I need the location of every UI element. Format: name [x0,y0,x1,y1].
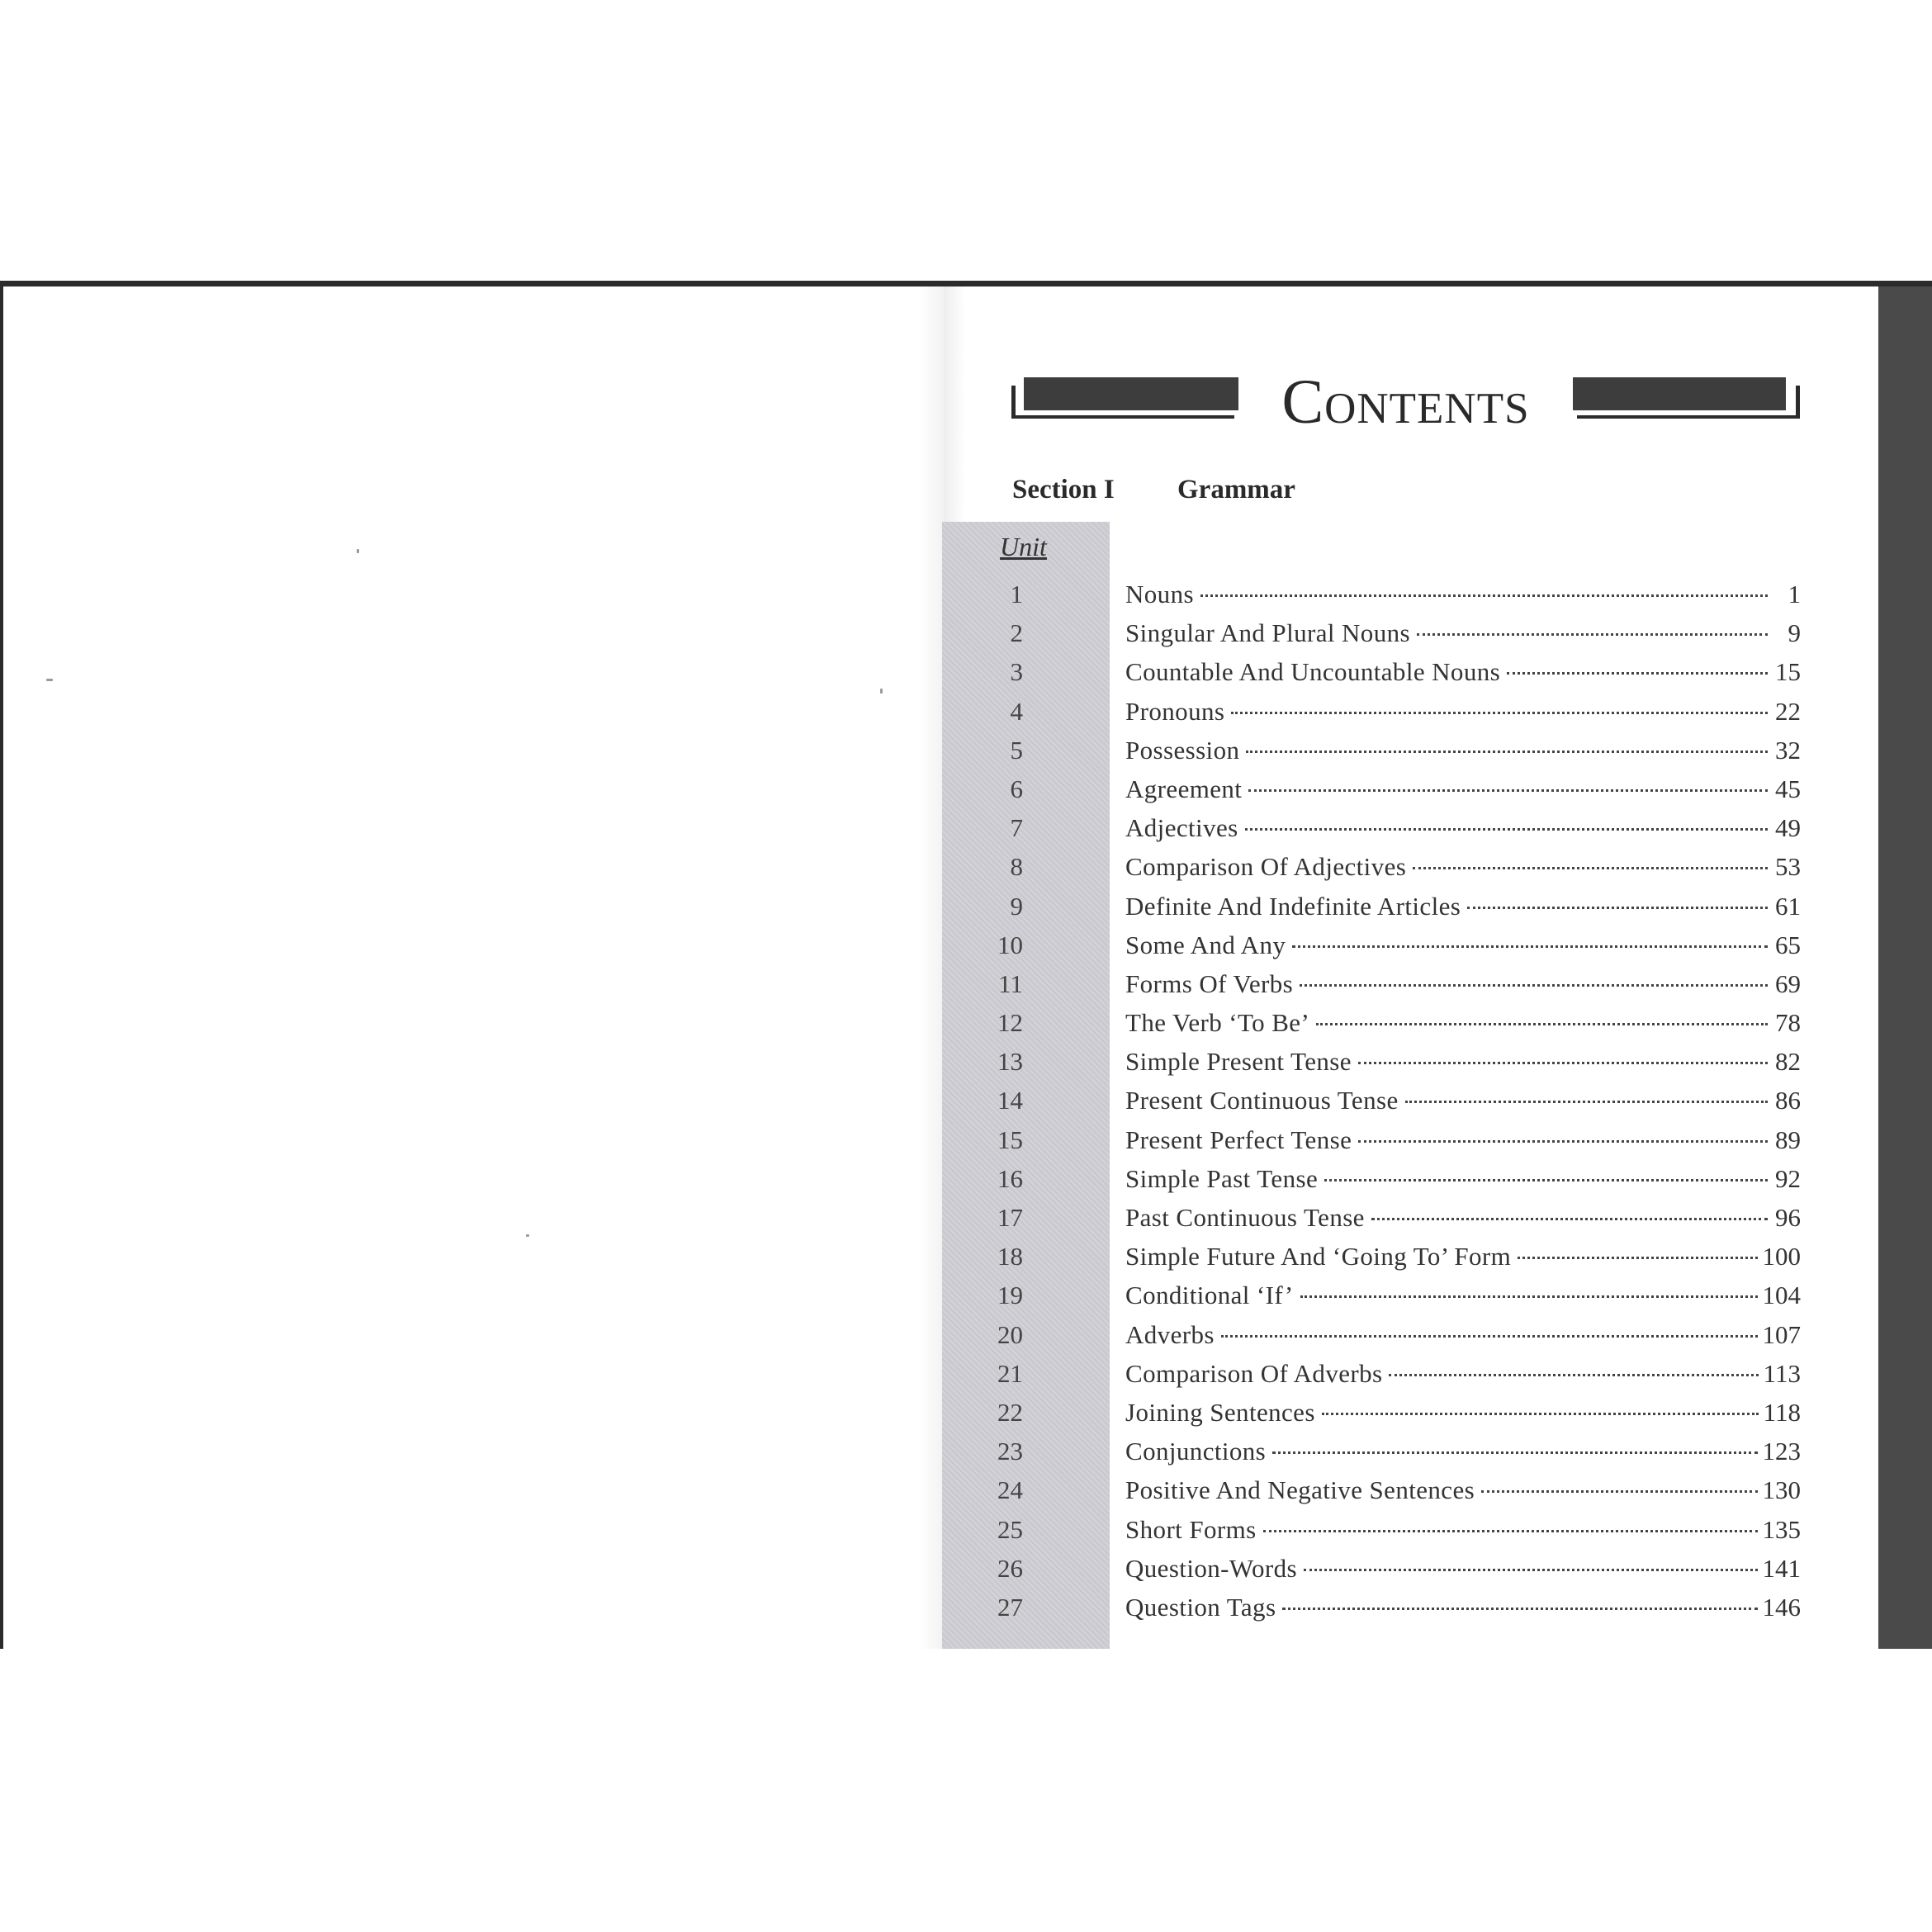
dot-leader [1358,1140,1768,1143]
entry-title: Nouns [1125,580,1194,608]
page-number: 65 [1775,930,1801,959]
page-number: 82 [1775,1047,1801,1077]
dot-leader [1371,1218,1768,1220]
title-decoration-left [1011,377,1238,417]
entry-title: Past Continuous Tense [1125,1203,1365,1232]
entry-title: Simple Past Tense [1125,1163,1319,1193]
toc-entry [942,969,1801,1008]
toc-entry [942,1047,1801,1086]
dot-leader [1324,1179,1768,1181]
title-decoration-right [1573,377,1800,417]
page-number: 118 [1763,1397,1801,1427]
dot-leader [1518,1257,1757,1259]
unit-number: 8 [1010,852,1023,882]
toc-entry [942,892,1801,930]
toc-entry [942,580,1801,618]
unit-number: 22 [997,1397,1023,1427]
unit-number: 20 [997,1319,1023,1349]
page-number: 22 [1775,696,1801,726]
toc-entry [942,774,1801,813]
unit-number: 17 [997,1203,1023,1232]
unit-number: 16 [997,1163,1023,1193]
entry-title: Singular And Plural Nouns [1125,618,1410,648]
toc-entry [942,1515,1801,1554]
unit-number: 1 [1010,580,1023,608]
entry-title: Adverbs [1125,1319,1215,1349]
unit-number: 7 [1010,813,1023,843]
section-heading [1012,475,1295,505]
toc-entry [942,1554,1801,1593]
section-label: Section I [1012,475,1115,504]
entry-title: Possession [1125,735,1240,765]
entry-title: Present Perfect Tense [1125,1125,1352,1154]
page-number: 86 [1775,1086,1801,1115]
toc-entry [942,813,1801,852]
entry-title: Conjunctions [1125,1437,1267,1466]
toc-entry [942,1086,1801,1125]
toc-list [942,580,1801,1631]
page-number: 135 [1762,1514,1801,1544]
page-number: 15 [1775,657,1801,687]
dot-leader [1417,633,1768,636]
page-number: 69 [1775,968,1801,998]
book-spread [0,286,1932,1649]
toc-entry [942,1281,1801,1319]
dot-leader [1304,1569,1757,1571]
title-bar-rule [1011,415,1234,419]
page-number: 53 [1775,852,1801,882]
title-bar-rule [1577,415,1800,419]
contents-title-row [1011,369,1800,435]
title-bar-fill [1024,377,1238,410]
dot-leader [1481,1490,1757,1493]
dot-leader [1292,945,1768,948]
toc-entry [942,1398,1801,1437]
toc-entry [942,1437,1801,1475]
toc-entry [942,930,1801,969]
toc-entry [942,1125,1801,1164]
dot-leader [1263,1530,1758,1532]
unit-number: 19 [997,1281,1023,1310]
section-name: Grammar [1177,475,1295,504]
unit-number: 6 [1010,774,1023,803]
unit-number: 2 [1010,618,1023,648]
unit-number: 26 [997,1553,1023,1583]
entry-title: The Verb ‘To Be’ [1125,1008,1310,1038]
page-number: 9 [1788,618,1801,648]
toc-entry [942,1164,1801,1203]
entry-title: Simple Present Tense [1125,1047,1352,1077]
dot-leader [1389,1374,1758,1376]
entry-title: Forms Of Verbs [1125,968,1294,998]
toc-entry [942,1242,1801,1281]
dot-leader [1245,828,1768,831]
page-number: 1 [1788,580,1801,608]
unit-number: 9 [1010,891,1023,921]
unit-number: 27 [997,1592,1023,1622]
dot-leader [1200,594,1768,597]
unit-number: 5 [1010,735,1023,765]
toc-entry [942,657,1801,696]
entry-title: Definite And Indefinite Articles [1125,891,1461,921]
dot-leader [1300,1295,1758,1298]
entry-title: Comparison Of Adjectives [1125,852,1407,882]
unit-number: 21 [997,1358,1023,1388]
unit-number: 4 [1010,696,1023,726]
dot-leader [1322,1413,1759,1415]
book-outer-edge [1878,286,1932,1649]
left-blank-page [0,286,944,1649]
toc-entry [942,1475,1801,1514]
dot-leader [1282,1608,1757,1610]
dot-leader [1272,1451,1757,1454]
page-number: 104 [1762,1281,1801,1310]
page-number: 32 [1775,735,1801,765]
unit-number: 13 [997,1047,1023,1077]
page-number: 141 [1762,1553,1801,1583]
dot-leader [1221,1335,1758,1338]
unit-number: 3 [1010,657,1023,687]
scan-speck [46,679,53,681]
toc-entry [942,1593,1801,1631]
toc-entry [942,852,1801,891]
scan-speck [357,549,359,553]
page-number: 130 [1762,1475,1801,1505]
entry-title: Adjectives [1125,813,1238,843]
dot-leader [1300,984,1768,987]
page-number: 78 [1775,1008,1801,1038]
entry-title: Present Continuous Tense [1125,1086,1399,1115]
dot-leader [1507,672,1768,675]
page-number: 146 [1762,1592,1801,1622]
entry-title: Joining Sentences [1125,1397,1315,1427]
toc-entry [942,736,1801,774]
title-bar-fill [1573,377,1786,410]
dot-leader [1467,907,1768,909]
entry-title: Countable And Uncountable Nouns [1125,657,1501,687]
dot-leader [1413,867,1768,869]
page-number: 89 [1775,1125,1801,1154]
scan-speck [526,1234,529,1237]
toc-entry [942,1359,1801,1398]
entry-title: Short Forms [1125,1514,1257,1544]
entry-title: Question-Words [1125,1553,1298,1583]
entry-title: Comparison Of Adverbs [1125,1358,1383,1388]
unit-column-header: Unit [1000,532,1047,561]
dot-leader [1316,1023,1768,1025]
scan-top-edge [0,281,1932,286]
toc-entry [942,1008,1801,1047]
dot-leader [1246,751,1768,753]
entry-title: Conditional ‘If’ [1125,1281,1294,1310]
unit-number: 12 [997,1008,1023,1038]
page-number: 96 [1775,1203,1801,1232]
entry-title: Pronouns [1125,696,1225,726]
toc-entry [942,1203,1801,1242]
toc-entry [942,1320,1801,1359]
entry-title: Simple Future And ‘Going To’ Form [1125,1242,1512,1271]
entry-title: Question Tags [1125,1592,1276,1622]
unit-number: 14 [997,1086,1023,1115]
unit-number: 15 [997,1125,1023,1154]
unit-number: 18 [997,1242,1023,1271]
unit-number: 10 [997,930,1023,959]
page-number: 61 [1775,891,1801,921]
left-page-fold-shadow [919,286,944,1649]
scan-speck [880,689,883,694]
page-number: 107 [1762,1319,1801,1349]
title-bar-cap [1011,386,1016,419]
page-number: 49 [1775,813,1801,843]
unit-number: 23 [997,1437,1023,1466]
page-number: 45 [1775,774,1801,803]
title-bar-cap [1796,386,1800,419]
unit-number: 11 [998,968,1023,998]
page-number: 113 [1763,1358,1801,1388]
dot-leader [1358,1062,1768,1064]
page-number: 100 [1762,1242,1801,1271]
entry-title: Positive And Negative Sentences [1125,1475,1475,1505]
entry-title: Some And Any [1125,930,1286,959]
toc-entry [942,697,1801,736]
page-number: 123 [1762,1437,1801,1466]
page-number: 92 [1775,1163,1801,1193]
toc-entry [942,618,1801,657]
dot-leader [1405,1101,1768,1103]
entry-title: Agreement [1125,774,1243,803]
dot-leader [1231,712,1768,714]
page-title: Contents [1281,367,1530,437]
dot-leader [1248,789,1768,792]
unit-number: 24 [997,1475,1023,1505]
unit-number: 25 [997,1514,1023,1544]
